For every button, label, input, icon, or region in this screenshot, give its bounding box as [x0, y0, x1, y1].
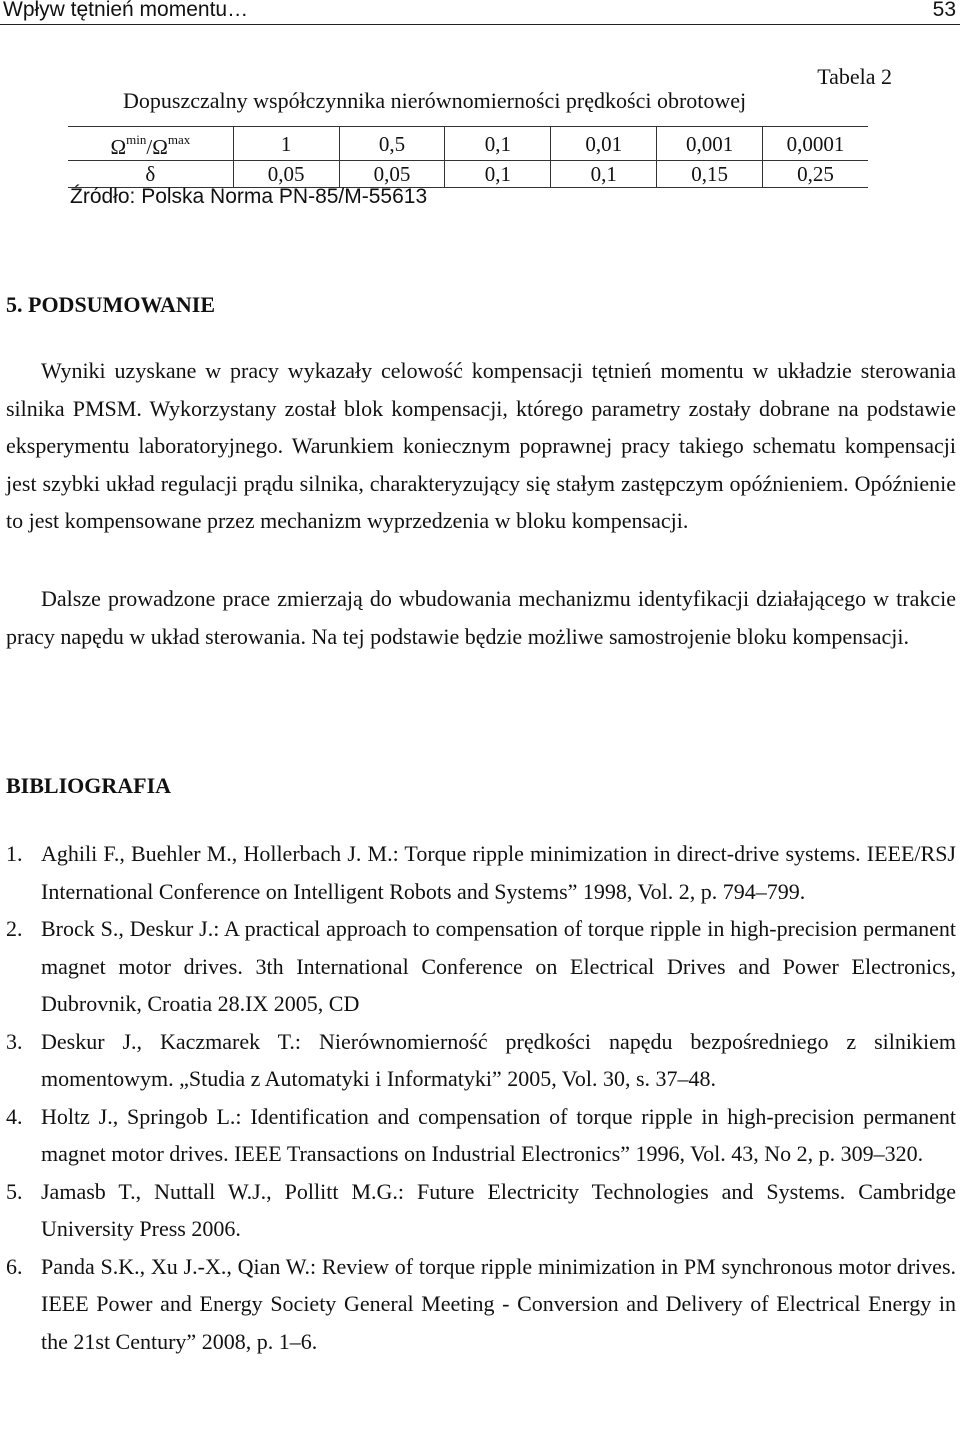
- bibliography-item: [6, 1098, 956, 1173]
- table-cell: 0,05: [339, 161, 445, 188]
- bibliography-item: [6, 1173, 956, 1248]
- running-title: Wpływ tętnień momentu…: [3, 0, 249, 21]
- table-label: Tabela 2: [817, 64, 892, 89]
- table-cell: 0,0001: [763, 127, 868, 161]
- row-header-delta: δ: [68, 161, 233, 188]
- table-cell: 0,15: [657, 161, 763, 188]
- summary-paragraph-2: Dalsze prowadzone prace zmierzają do wbudowania mechanizmu identyfikacji działającego w trakcie pracy napędu w układ sterowania. Na tej podstawie będzie możliwe samostrojenie bloku kompensacji.: [6, 586, 956, 649]
- bibliography-title: BIBLIOGRAFIA: [6, 773, 172, 798]
- table-cell: 0,1: [551, 161, 657, 188]
- item-text: Jamasb T., Nuttall W.J., Pollitt M.G.: Future Electricity Technologies and Systems. Cambridge University Press 2006.: [41, 1178, 956, 1241]
- table-cell: 0,5: [339, 127, 445, 161]
- table-source: Źródło: Polska Norma PN-85/M-55613: [70, 185, 428, 208]
- summary-paragraph-1: Wyniki uzyskane w pracy wykazały celowość kompensacji tętnień momentu w układzie sterowania silnika PMSM. Wykorzystany został blok kompensacji, którego parametry zostały dobrane na podstawie eksperymentu laboratoryjnego. Warunkiem koniecznym poprawnej pracy takiego schematu kompensacji jest szybki układ regulacji prądu silnika, charakteryzujący się stałym zastępczym opóźnieniem. Opóźnienie to jest kompensowane przez mechanizm wyprzedzenia w bloku kompensacji.: [6, 358, 956, 533]
- row-header-omega: $\Omega^{min}/\Omega^{max}$: [68, 127, 233, 161]
- table-cell: 0,001: [657, 127, 763, 161]
- item-text: Deskur J., Kaczmarek T.: Nierównomierność prędkości napędu bezpośredniego z silnikiem momentowym. „Studia z Automatyki i Informatyki” 2005, Vol. 30, s. 37–48.: [41, 1028, 956, 1091]
- bibliography-item: [6, 910, 956, 1023]
- item-text: Holtz J., Springob L.: Identification and compensation of torque ripple in high-precision permanent magnet motor drives. IEEE Transactions on Industrial Electronics” 1996, Vol. 43, No 2, p. 309–320.: [41, 1103, 956, 1166]
- page-number: 53: [932, 0, 956, 21]
- table-cell: 0,1: [445, 127, 551, 161]
- item-text: Panda S.K., Xu J.-X., Qian W.: Review of torque ripple minimization in PM synchronous motor drives. IEEE Power and Energy Society General Meeting - Conversion and Delivery of Electrical Energy in the 21st Century” 2008, p. 1–6.: [41, 1253, 956, 1354]
- table-caption: Dopuszczalny współczynnika nierównomierności prędkości obrotowej: [123, 88, 747, 113]
- item-number: 1.: [6, 841, 23, 866]
- table-cell: 0,05: [233, 161, 339, 188]
- coefficient-table: [68, 126, 868, 188]
- bibliography-list: [6, 835, 956, 1360]
- table-cell: 0,01: [551, 127, 657, 161]
- item-text: Brock S., Deskur J.: A practical approach to compensation of torque ripple in high-precision permanent magnet motor drives. 3th International Conference on Electrical Drives and Power Electronics, Dubrovnik, Croatia 28.IX 2005, CD: [41, 916, 956, 1016]
- bibliography-item: [6, 1023, 956, 1098]
- item-number: 4.: [6, 1103, 23, 1129]
- item-number: 6.: [6, 1253, 23, 1279]
- table-cell: 0,1: [445, 161, 551, 188]
- bibliography-item: [6, 835, 956, 910]
- table-row: [68, 161, 868, 188]
- running-header: [0, 0, 960, 25]
- bibliography-item: [6, 1248, 956, 1361]
- section-title-summary: 5. PODSUMOWANIE: [6, 292, 216, 317]
- item-number: 5.: [6, 1178, 23, 1204]
- item-number: 3.: [6, 1028, 23, 1054]
- table-cell: 1: [233, 127, 339, 161]
- item-text: Aghili F., Buehler M., Hollerbach J. M.: Torque ripple minimization in direct-drive systems. IEEE/RSJ International Conference on Intelligent Robots and Systems” 1998, Vol. 2, p. 794–799.: [41, 841, 956, 904]
- item-number: 2.: [6, 916, 23, 941]
- table-cell: 0,25: [763, 161, 868, 188]
- table-row: [68, 127, 868, 161]
